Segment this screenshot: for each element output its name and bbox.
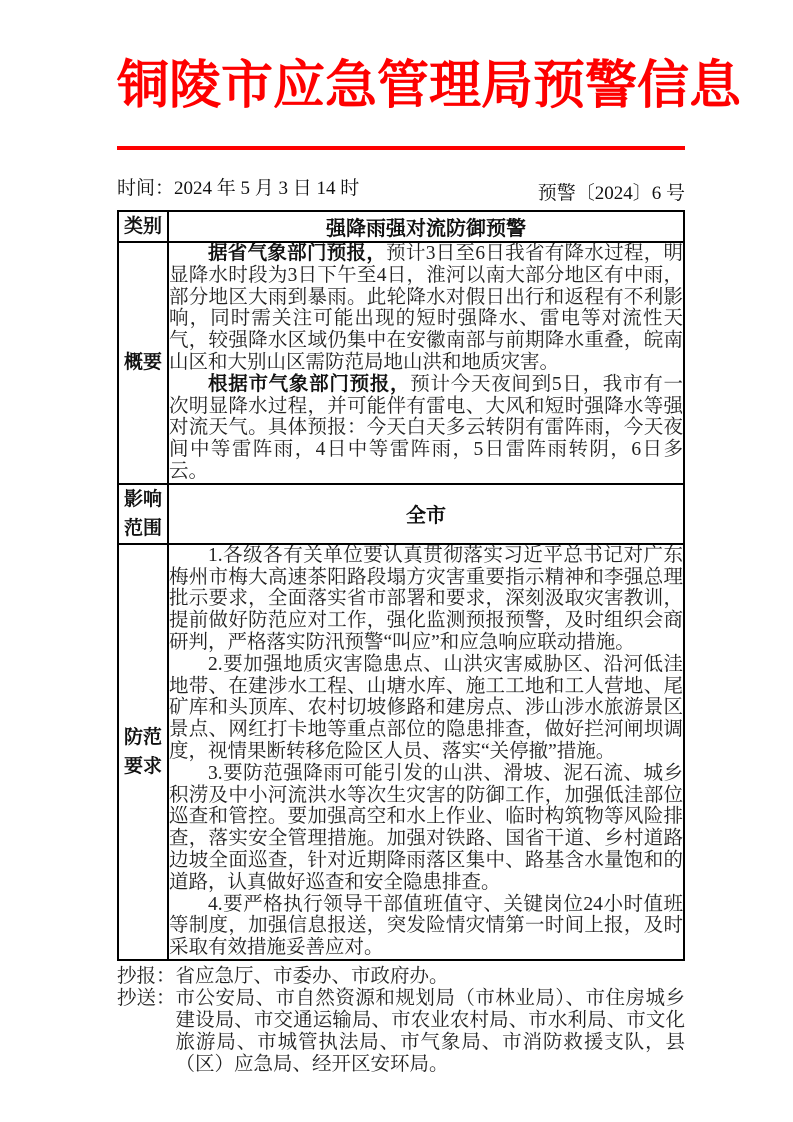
document-number: 预警〔2024〕6 号 bbox=[537, 183, 685, 204]
summary-value-cell bbox=[168, 242, 684, 484]
issue-time-value: 2024 年 5 月 3 日 14 时 bbox=[174, 178, 360, 199]
cc-report-text: 省应急厅、市委办、市政府办。 bbox=[175, 965, 449, 987]
summary-paragraph-text: 预计3日至6日我省有降水过程，明显降水时段为3日下午至4日，淮河以南大部分地区有中雨，部分地区大雨到暴雨。此轮降水对假日出行和返程有不利影响，同时需关注可能出现的短时强降水、雷电等对流性天气，较强降水区域仍集中在安徽南部与前期降水重叠，皖南山区和大别山区需防范局地山洪和地质灾害。 bbox=[169, 243, 683, 373]
category-value-cell: 强降雨强对流防御预警 bbox=[168, 211, 684, 242]
document-content bbox=[117, 0, 742, 1076]
distribution-block bbox=[117, 966, 685, 1076]
cc-report-entry bbox=[117, 966, 685, 988]
category-label-cell: 类别 bbox=[118, 211, 168, 242]
issue-time-label: 时间： bbox=[117, 178, 175, 199]
precaution-item-1: 1.各级各有关单位要认真贯彻落实习近平总书记对广东梅州市梅大高速茶阳路段塌方灾害重要指示精神和李强总理批示要求，全面落实省市部署和要求，深刻汲取灾害教训，提前做好防范应对工作，强化监测预报预警，及时组织会商研判，严格落实防汛预警“叫应”和应急响应联动措施。 bbox=[169, 544, 683, 653]
summary-label-cell: 概要 bbox=[118, 242, 168, 484]
precaution-item-3: 3.要防范强降雨可能引发的山洪、滑坡、泥石流、城乡积涝及中小河流洪水等次生灾害的防御工作，加强低洼部位巡查和管控。要加强高空和水上作业、临时构筑物等风险排查，落实安全管理措施。加强对铁路、国省干道、乡村道路边坡全面巡查，针对近期降雨落区集中、路基含水量饱和的道路，认真做好巡查和安全隐患排查。 bbox=[169, 762, 683, 893]
cc-report-label: 抄报： bbox=[117, 965, 176, 987]
precaution-item-4: 4.要严格执行领导干部值班值守、关键岗位24小时值班等制度，加强信息报送，突发险情灾情第一时间上报，及时采取有效措施妥善应对。 bbox=[169, 893, 683, 959]
summary-paragraph bbox=[169, 243, 683, 374]
warning-info-table bbox=[117, 210, 685, 961]
cc-send-text: 市公安局、市自然资源和规划局（市林业局）、市住房城乡建设局、市交通运输局、市农业农村局、市水利局、市文化旅游局、市城管执法局、市气象局、市消防救援支队，县（区）应急局、经开区安环局。 bbox=[175, 987, 685, 1075]
precautions-value-cell bbox=[168, 544, 684, 960]
document-title: 铜陵市应急管理局预警信息 bbox=[117, 58, 742, 115]
scope-value-cell: 全市 bbox=[168, 484, 684, 544]
table-row-precautions bbox=[118, 544, 684, 960]
table-row-summary bbox=[118, 242, 684, 484]
precautions-label-cell: 防范要求 bbox=[118, 544, 168, 960]
summary-paragraph bbox=[169, 374, 683, 483]
meta-row bbox=[117, 173, 685, 204]
summary-paragraph-lead: 据省气象部门预报， bbox=[208, 243, 387, 264]
title-divider-rule bbox=[117, 146, 685, 150]
scope-label-cell: 影响范围 bbox=[118, 484, 168, 544]
summary-paragraph-text: 预计今天夜间到5日，我市有一次明显降水过程，并可能伴有雷电、大风和短时强降水等强对流天气。具体预报：今天白天多云转阴有雷阵雨，今天夜间中等雷阵雨，4日中等雷阵雨，5日雷阵雨转阴，6日多云。 bbox=[169, 373, 683, 482]
precaution-item-2: 2.要加强地质灾害隐患点、山洪灾害威胁区、沿河低洼地带、在建涉水工程、山塘水库、施工工地和工人营地、尾矿库和头顶库、农村切坡修路和建房点、涉山涉水旅游景区景点、网红打卡地等重点部位的隐患排查，做好拦河闸坝调度，视情果断转移危险区人员、落实“关停撤”措施。 bbox=[169, 653, 683, 762]
issue-time bbox=[117, 173, 359, 200]
summary-paragraph-lead: 根据市气象部门预报， bbox=[208, 373, 411, 395]
table-row-category bbox=[118, 211, 684, 242]
cc-send-label: 抄送： bbox=[117, 987, 176, 1009]
table-row-scope bbox=[118, 484, 684, 544]
cc-send-entry bbox=[117, 988, 685, 1076]
